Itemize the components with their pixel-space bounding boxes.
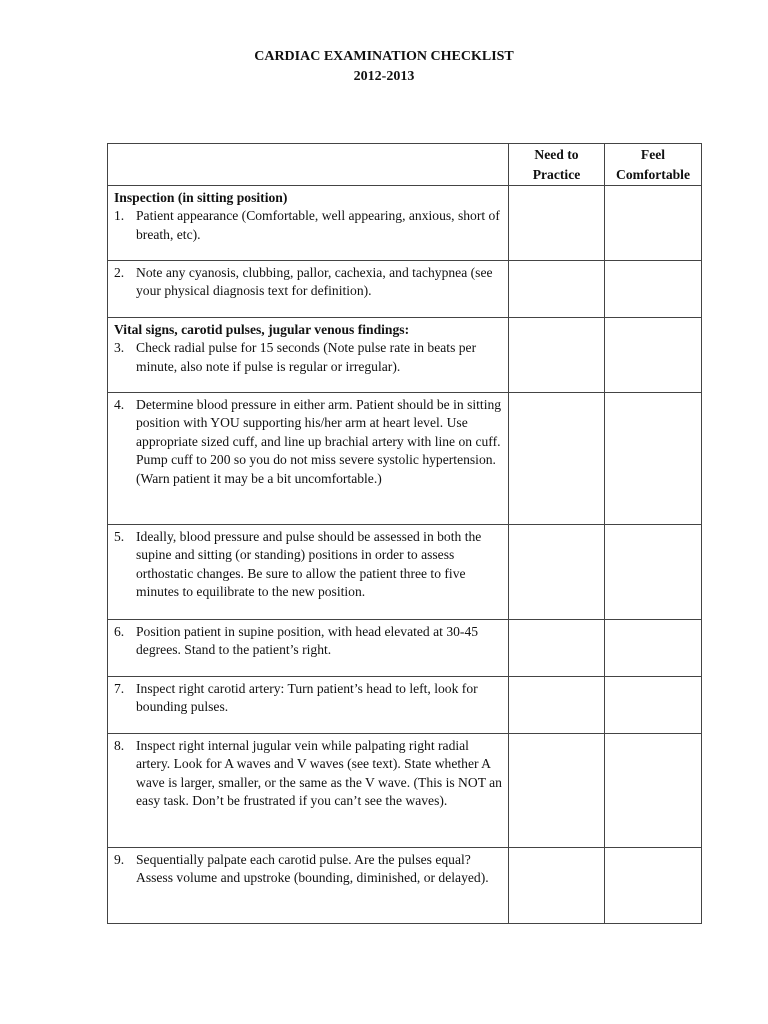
table-row xyxy=(108,186,702,261)
section-heading-vitals: Vital signs, carotid pulses, jugular venous findings: xyxy=(114,322,410,337)
need-to-practice-checkbox[interactable] xyxy=(509,318,605,393)
item-text: Note any cyanosis, clubbing, pallor, cachexia, and tachypnea (see your physical diagnosis text for definition). xyxy=(136,265,493,299)
need-to-practice-checkbox[interactable] xyxy=(509,261,605,318)
header-row xyxy=(108,144,702,186)
need-to-practice-checkbox[interactable] xyxy=(509,734,605,848)
feel-comfortable-checkbox[interactable] xyxy=(605,620,702,677)
feel-comfortable-checkbox[interactable] xyxy=(605,734,702,848)
item-text: Inspect right internal jugular vein while palpating right radial artery. Look for A waves and V waves (see text). State whether A wave is larger, smaller, or the same as the V wave. (This is NOT an easy task. Don’t be frustrated if you can’t see the waves). xyxy=(136,738,502,809)
feel-comfortable-checkbox[interactable] xyxy=(605,261,702,318)
item-number: 2. xyxy=(114,265,125,280)
table-row xyxy=(108,848,702,924)
item-number: 1. xyxy=(114,208,125,224)
table-row xyxy=(108,393,702,525)
feel-comfortable-header: Feel Comfortable xyxy=(605,144,702,186)
feel-comfortable-checkbox[interactable] xyxy=(605,525,702,620)
item-text: Determine blood pressure in either arm. Patient should be in sitting position with YOU supporting his/her arm at heart level. Use appropriate sized cuff, and line up brachial artery with line on cuff. Pump cuff to 200 so you do not miss severe systolic hypertension. (Warn patient it may be a bit uncomfortable.) xyxy=(136,397,502,486)
item-number: 3. xyxy=(114,340,125,356)
need-to-practice-checkbox[interactable] xyxy=(509,186,605,261)
document-title: CARDIAC EXAMINATION CHECKLIST xyxy=(254,49,514,64)
item-number: 8. xyxy=(114,738,125,753)
item-text: Sequentially palpate each carotid pulse. Are the pulses equal? Assess volume and upstroke (bounding, diminished, or delayed). xyxy=(136,852,489,886)
table-row xyxy=(108,677,702,734)
item-text: Inspect right carotid artery: Turn patient’s head to left, look for bounding pulses. xyxy=(136,681,478,715)
table-row xyxy=(108,620,702,677)
item-text: Ideally, blood pressure and pulse should be assessed in both the supine and sitting (or standing) positions in order to assess orthostatic changes. Be sure to allow the patient three to five minutes to equilibrate to the new position. xyxy=(136,529,482,600)
item-number: 5. xyxy=(114,529,125,544)
table-row xyxy=(108,261,702,318)
need-to-practice-checkbox[interactable] xyxy=(509,677,605,734)
checklist-table xyxy=(107,143,702,924)
item-text: Position patient in supine position, with head elevated at 30-45 degrees. Stand to the patient’s right. xyxy=(136,624,479,658)
item-text: Patient appearance (Comfortable, well appearing, anxious, short of breath, etc). xyxy=(136,208,500,242)
item-number: 6. xyxy=(114,624,125,639)
need-to-practice-header: Need to Practice xyxy=(509,144,605,186)
need-to-practice-checkbox[interactable] xyxy=(509,848,605,924)
table-row xyxy=(108,318,702,393)
document-year: 2012-2013 xyxy=(353,69,415,84)
need-to-practice-checkbox[interactable] xyxy=(509,620,605,677)
need-to-practice-checkbox[interactable] xyxy=(509,525,605,620)
section-heading-inspection: Inspection (in sitting position) xyxy=(114,190,288,205)
table-row xyxy=(108,734,702,848)
header-blank-cell xyxy=(108,144,509,186)
feel-comfortable-checkbox[interactable] xyxy=(605,393,702,525)
item-number: 7. xyxy=(114,681,125,696)
item-number: 4. xyxy=(114,397,125,412)
item-text: Check radial pulse for 15 seconds (Note pulse rate in beats per minute, also note if pulse is regular or irregular). xyxy=(136,340,477,374)
table-row xyxy=(108,525,702,620)
feel-comfortable-checkbox[interactable] xyxy=(605,186,702,261)
feel-comfortable-checkbox[interactable] xyxy=(605,848,702,924)
need-to-practice-checkbox[interactable] xyxy=(509,393,605,525)
item-number: 9. xyxy=(114,852,125,867)
feel-comfortable-checkbox[interactable] xyxy=(605,318,702,393)
feel-comfortable-checkbox[interactable] xyxy=(605,677,702,734)
